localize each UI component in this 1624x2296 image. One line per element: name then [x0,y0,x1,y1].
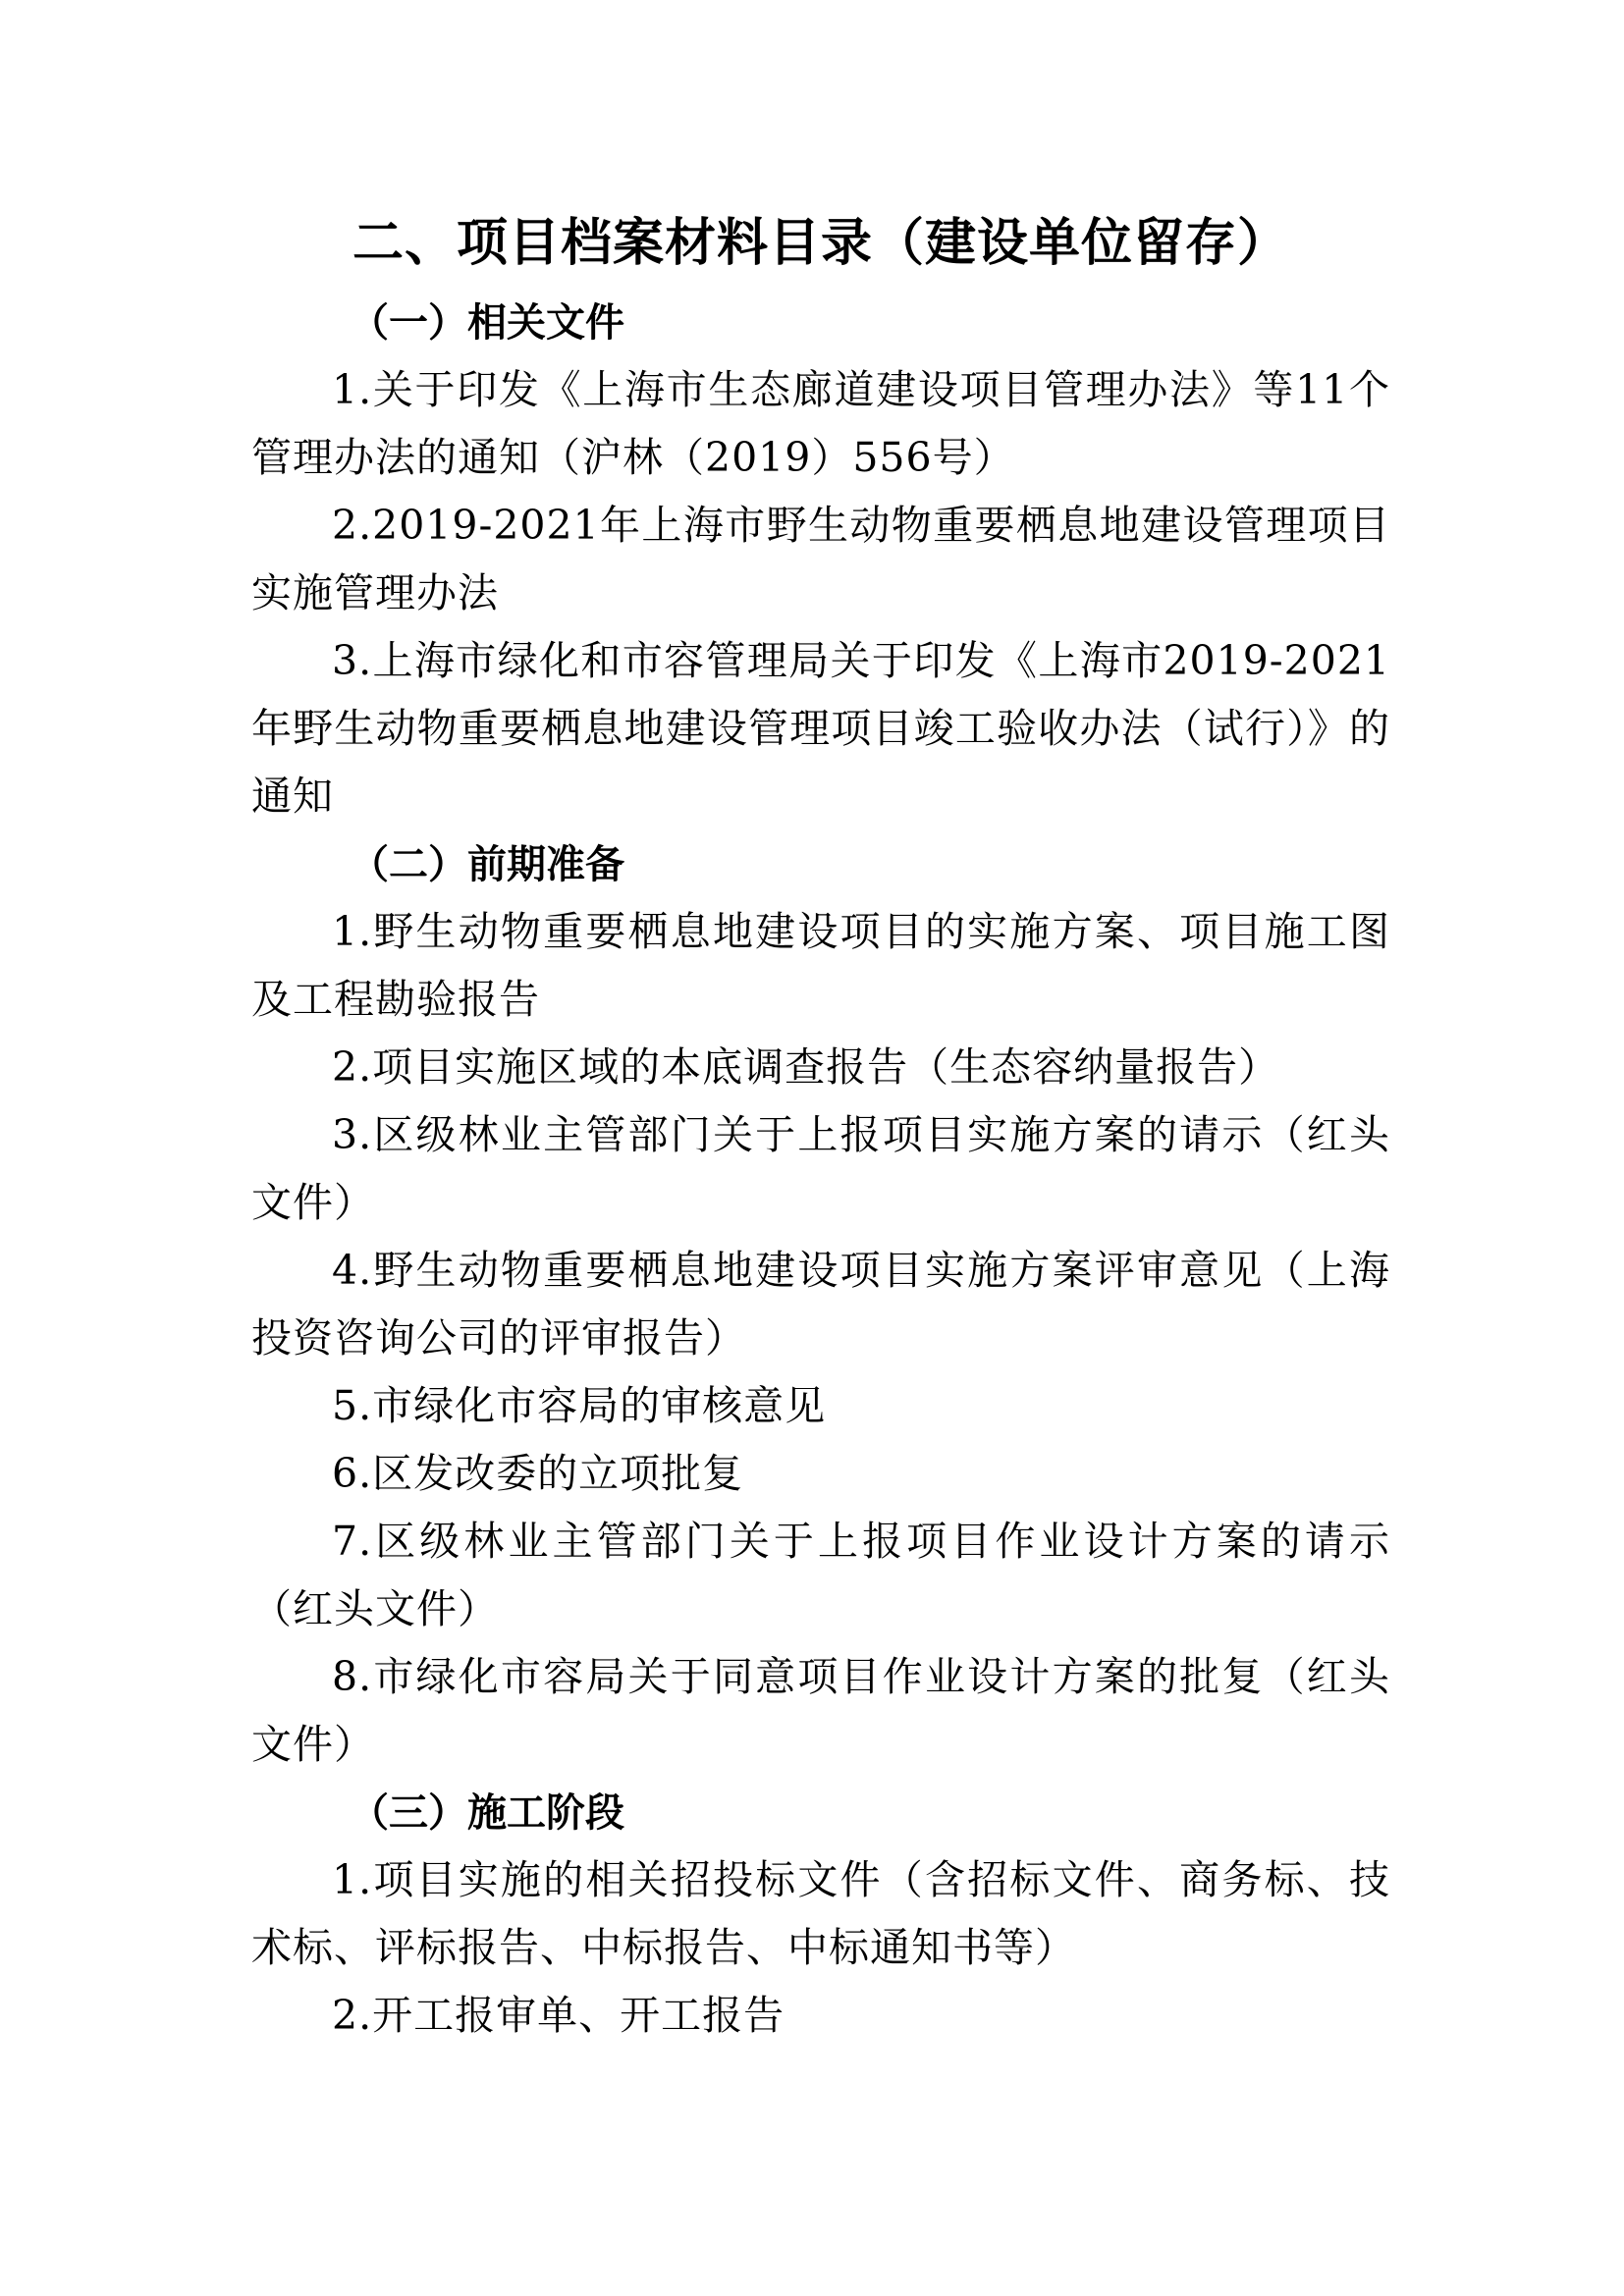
list-item: 3.区级林业主管部门关于上报项目实施方案的请示（红头文件） [251,1111,1390,1226]
list-item: 7.区级林业主管部门关于上报项目作业设计方案的请示（红头文件） [251,1518,1390,1632]
list-item: 8.市绿化市容局关于同意项目作业设计方案的批复（红头文件） [251,1653,1390,1768]
list-item: 4.野生动物重要栖息地建设项目实施方案评审意见（上海投资咨询公司的评审报告） [251,1247,1390,1362]
list-item: 1.项目实施的相关招投标文件（含招标文件、商务标、技术标、评标报告、中标报告、中标通知书等） [251,1856,1390,1971]
document-page [251,208,1390,2050]
list-item: 3.上海市绿化和市容管理局关于印发《上海市2019-2021年野生动物重要栖息地建设管理项目竣工验收办法（试行）》的通知 [251,637,1390,820]
section-heading: （三）施工阶段 [350,1789,624,1836]
page-title: 二、项目档案材料目录（建设单位留存） [352,214,1289,273]
list-item: 1.野生动物重要栖息地建设项目的实施方案、项目施工图及工程勘验报告 [251,908,1390,1023]
list-item: 6.区发改委的立项批复 [332,1450,744,1497]
list-item: 5.市绿化市容局的审核意见 [332,1382,827,1429]
section-heading: （一）相关文件 [350,299,624,346]
list-item: 2.2019-2021年上海市野生动物重要栖息地建设管理项目实施管理办法 [251,502,1390,616]
list-item: 1.关于印发《上海市生态廊道建设项目管理办法》等11个管理办法的通知（沪林（2019）556号） [251,366,1390,481]
section-heading: （二）前期准备 [350,841,624,887]
list-item: 2.项目实施区域的本底调查报告（生态容纳量报告） [332,1043,1280,1091]
list-item: 2.开工报审单、开工报告 [332,1992,785,2039]
